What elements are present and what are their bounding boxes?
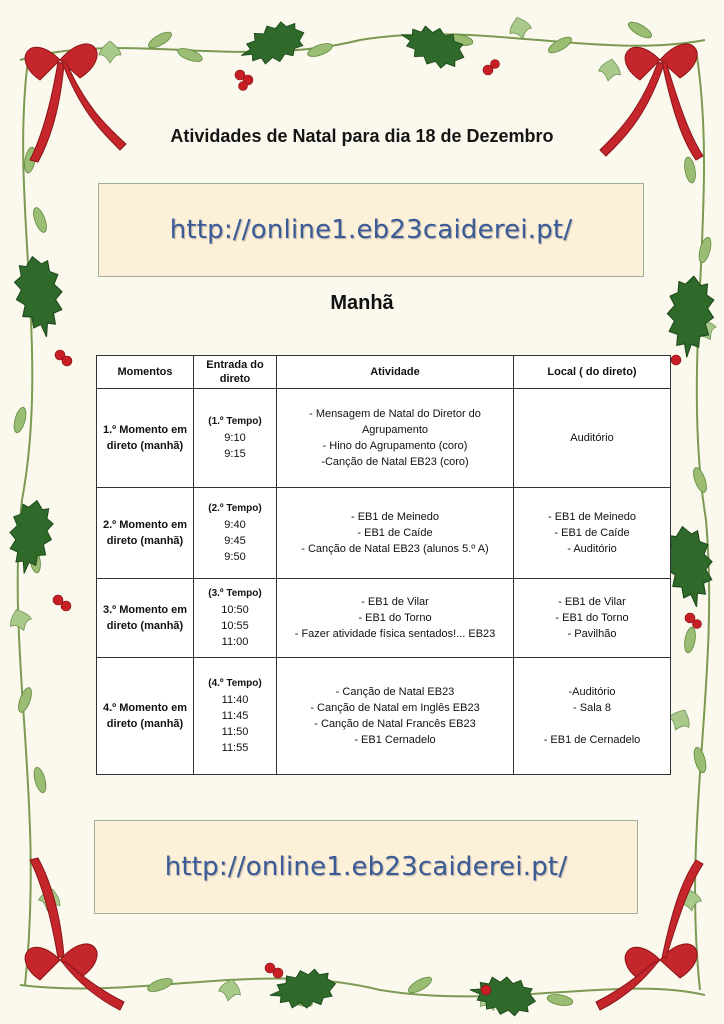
- local-item-empty: [516, 716, 668, 732]
- activity-item: -Canção de Natal EB23 (coro): [321, 456, 469, 468]
- local-cell: [514, 389, 671, 488]
- time-value: 9:50: [224, 551, 246, 563]
- page-title: Atividades de Natal para dia 18 de Dezembro: [170, 126, 554, 146]
- local-item: Auditório: [570, 432, 614, 444]
- local-item: - EB1 de Cernadelo: [543, 734, 641, 746]
- time-value: 9:40: [224, 519, 246, 531]
- tempo-label: (3.º Tempo): [208, 588, 262, 599]
- activity-item: - Canção de Natal EB23 (alunos 5.º A): [301, 543, 489, 555]
- local-item: - EB1 do Torno: [555, 612, 629, 624]
- time-value: 9:10: [224, 432, 246, 444]
- time-value: 9:45: [224, 535, 246, 547]
- entry-cell: [194, 658, 277, 775]
- time-value: 11:50: [221, 726, 249, 738]
- entry-cell: [194, 389, 277, 488]
- tempo-label: (1.º Tempo): [208, 416, 262, 427]
- local-item: - EB1 de Caíde: [554, 527, 630, 539]
- time-value: 10:50: [221, 604, 249, 616]
- section-title: Manhã: [330, 292, 394, 314]
- time-value: 11:55: [221, 742, 249, 754]
- link-box-bottom: [94, 820, 638, 914]
- time-value: 10:55: [221, 620, 249, 632]
- activity-item: - Canção de Natal Francês EB23: [314, 718, 476, 730]
- local-cell: [514, 488, 671, 579]
- activity-item: - Canção de Natal em Inglês EB23: [310, 702, 480, 714]
- activity-cell: [277, 579, 514, 658]
- table-row: [97, 488, 671, 579]
- local-item: -Auditório: [568, 686, 616, 698]
- local-item: - EB1 de Meinedo: [547, 511, 637, 523]
- time-value: 11:40: [221, 694, 249, 706]
- activity-item: - Mensagem de Natal do Diretor do Agrupamento: [309, 408, 481, 436]
- live-stream-link-top[interactable]: http://online1.eb23caiderei.pt/: [169, 215, 573, 245]
- entry-cell: [194, 579, 277, 658]
- activity-cell: [277, 389, 514, 488]
- schedule-table: [96, 355, 671, 775]
- local-item: - Sala 8: [573, 702, 611, 714]
- header-local: Local ( do direto): [514, 356, 671, 389]
- header-activity: Atividade: [277, 356, 514, 389]
- tempo-label: (4.º Tempo): [208, 678, 262, 689]
- activity-item: - EB1 Cernadelo: [354, 734, 436, 746]
- table-row: [97, 579, 671, 658]
- activity-cell: [277, 488, 514, 579]
- table-header-row: [97, 356, 671, 389]
- table-row: [97, 658, 671, 775]
- header-entry: Entrada do direto: [194, 356, 277, 389]
- activity-item: - Fazer atividade física sentados!... EB23: [294, 628, 496, 640]
- moment-cell: 2.º Momento em direto (manhã): [97, 488, 194, 579]
- activity-item: - EB1 de Meinedo: [350, 511, 440, 523]
- local-cell: [514, 579, 671, 658]
- moment-cell: 3.º Momento em direto (manhã): [97, 579, 194, 658]
- tempo-label: (2.º Tempo): [208, 503, 262, 514]
- live-stream-link-bottom[interactable]: http://online1.eb23caiderei.pt/: [164, 852, 568, 882]
- moment-cell: 4.º Momento em direto (manhã): [97, 658, 194, 775]
- time-value: 11:45: [221, 710, 249, 722]
- table-row: [97, 389, 671, 488]
- local-item: - Auditório: [567, 543, 617, 555]
- moment-cell: 1.º Momento em direto (manhã): [97, 389, 194, 488]
- activity-item: - Canção de Natal EB23: [335, 686, 455, 698]
- time-value: 11:00: [221, 636, 249, 648]
- local-cell: [514, 658, 671, 775]
- activity-item: - Hino do Agrupamento (coro): [322, 440, 468, 452]
- local-item: - EB1 de Vilar: [558, 596, 626, 608]
- activity-item: - EB1 de Caíde: [357, 527, 433, 539]
- activity-item: - EB1 de Vilar: [361, 596, 429, 608]
- entry-cell: [194, 488, 277, 579]
- local-item: - Pavilhão: [567, 628, 617, 640]
- header-moments: Momentos: [97, 356, 194, 389]
- link-box-top: [98, 183, 644, 277]
- time-value: 9:15: [224, 448, 246, 460]
- activity-cell: [277, 658, 514, 775]
- activity-item: - EB1 do Torno: [358, 612, 432, 624]
